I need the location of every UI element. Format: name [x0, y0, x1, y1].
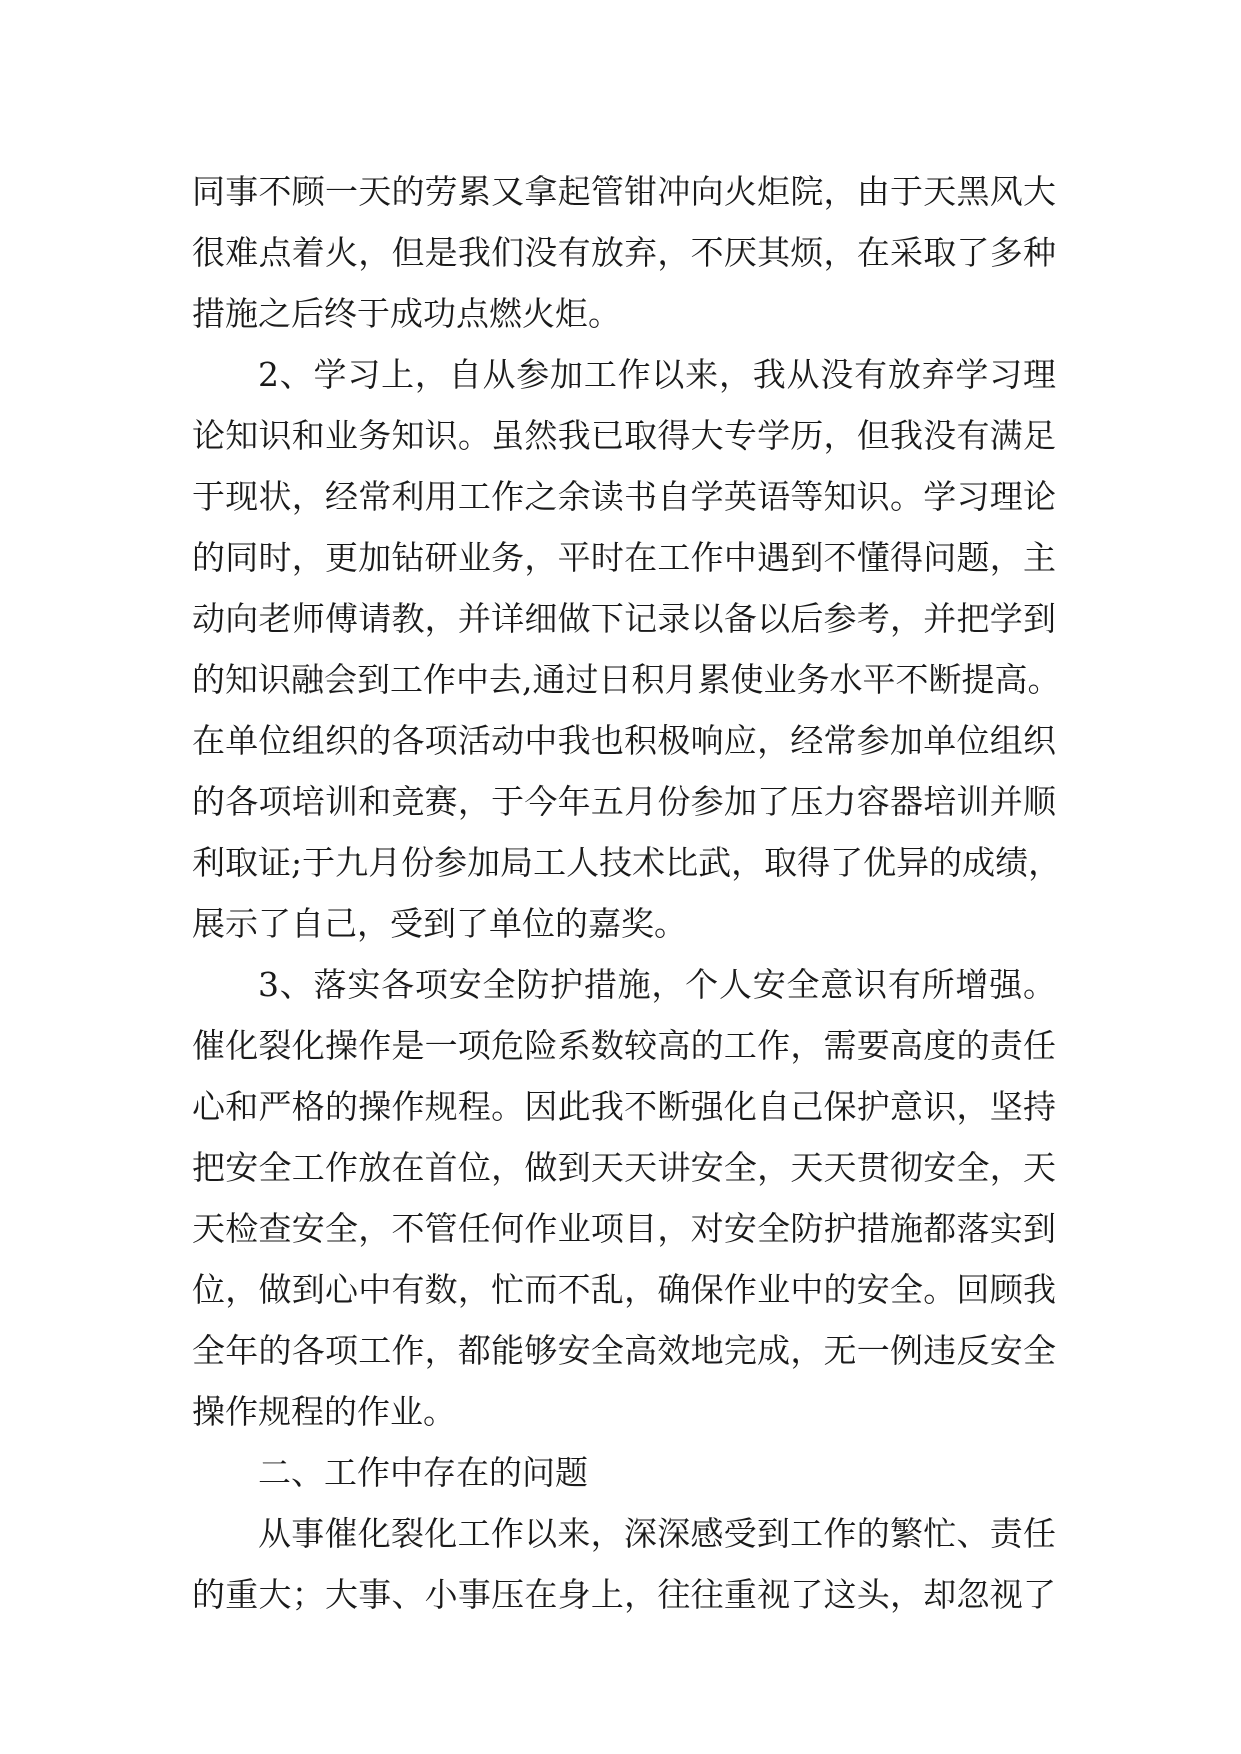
- text-line: 位，做到心中有数，忙而不乱，确保作业中的安全。回顾我: [192, 1270, 1056, 1309]
- text-line: 的重大；大事、小事压在身上，往往重视了这头，却忽视了: [192, 1575, 1056, 1614]
- text-line: 的各项培训和竞赛，于今年五月份参加了压力容器培训并顺: [192, 782, 1056, 821]
- text-line: 同事不顾一天的劳累又拿起管钳冲向火炬院，由于天黑风大: [192, 172, 1056, 211]
- text-line: 天检查安全，不管任何作业项目，对安全防护措施都落实到: [192, 1209, 1056, 1248]
- text-line: 展示了自己，受到了单位的嘉奖。: [192, 904, 687, 943]
- text-line: 在单位组织的各项活动中我也积极响应，经常参加单位组织: [192, 721, 1056, 760]
- text-line: 的同时，更加钻研业务，平时在工作中遇到不懂得问题，主: [192, 538, 1056, 577]
- text-line: 动向老师傅请教，并详细做下记录以备以后参考，并把学到: [192, 599, 1056, 638]
- text-line: 措施之后终于成功点燃火炬。: [192, 294, 621, 333]
- text-line: 于现状，经常利用工作之余读书自学英语等知识。学习理论: [192, 477, 1056, 516]
- text-line: 把安全工作放在首位，做到天天讲安全，天天贯彻安全，天: [192, 1148, 1056, 1187]
- text-line: 2、学习上，自从参加工作以来，我从没有放弃学习理: [258, 355, 1056, 394]
- text-line: 心和严格的操作规程。因此我不断强化自己保护意识，坚持: [192, 1087, 1056, 1126]
- text-line: 全年的各项工作，都能够安全高效地完成，无一例违反安全: [192, 1331, 1056, 1370]
- text-line: 的知识融会到工作中去,通过日积月累使业务水平不断提高。: [192, 660, 1061, 699]
- document-body: [192, 161, 1062, 1625]
- text-line: 论知识和业务知识。虽然我已取得大专学历，但我没有满足: [192, 416, 1056, 455]
- text-line: 操作规程的作业。: [192, 1392, 456, 1431]
- text-line: 从事催化裂化工作以来，深深感受到工作的繁忙、责任: [258, 1514, 1056, 1553]
- text-line: 利取证;于九月份参加局工人技术比武，取得了优异的成绩，: [192, 843, 1062, 882]
- text-line: 很难点着火，但是我们没有放弃，不厌其烦，在采取了多种: [192, 233, 1056, 272]
- text-line: 催化裂化操作是一项危险系数较高的工作，需要高度的责任: [192, 1026, 1056, 1065]
- text-line: 二、工作中存在的问题: [258, 1453, 588, 1492]
- text-line: 3、落实各项安全防护措施，个人安全意识有所增强。: [258, 965, 1056, 1004]
